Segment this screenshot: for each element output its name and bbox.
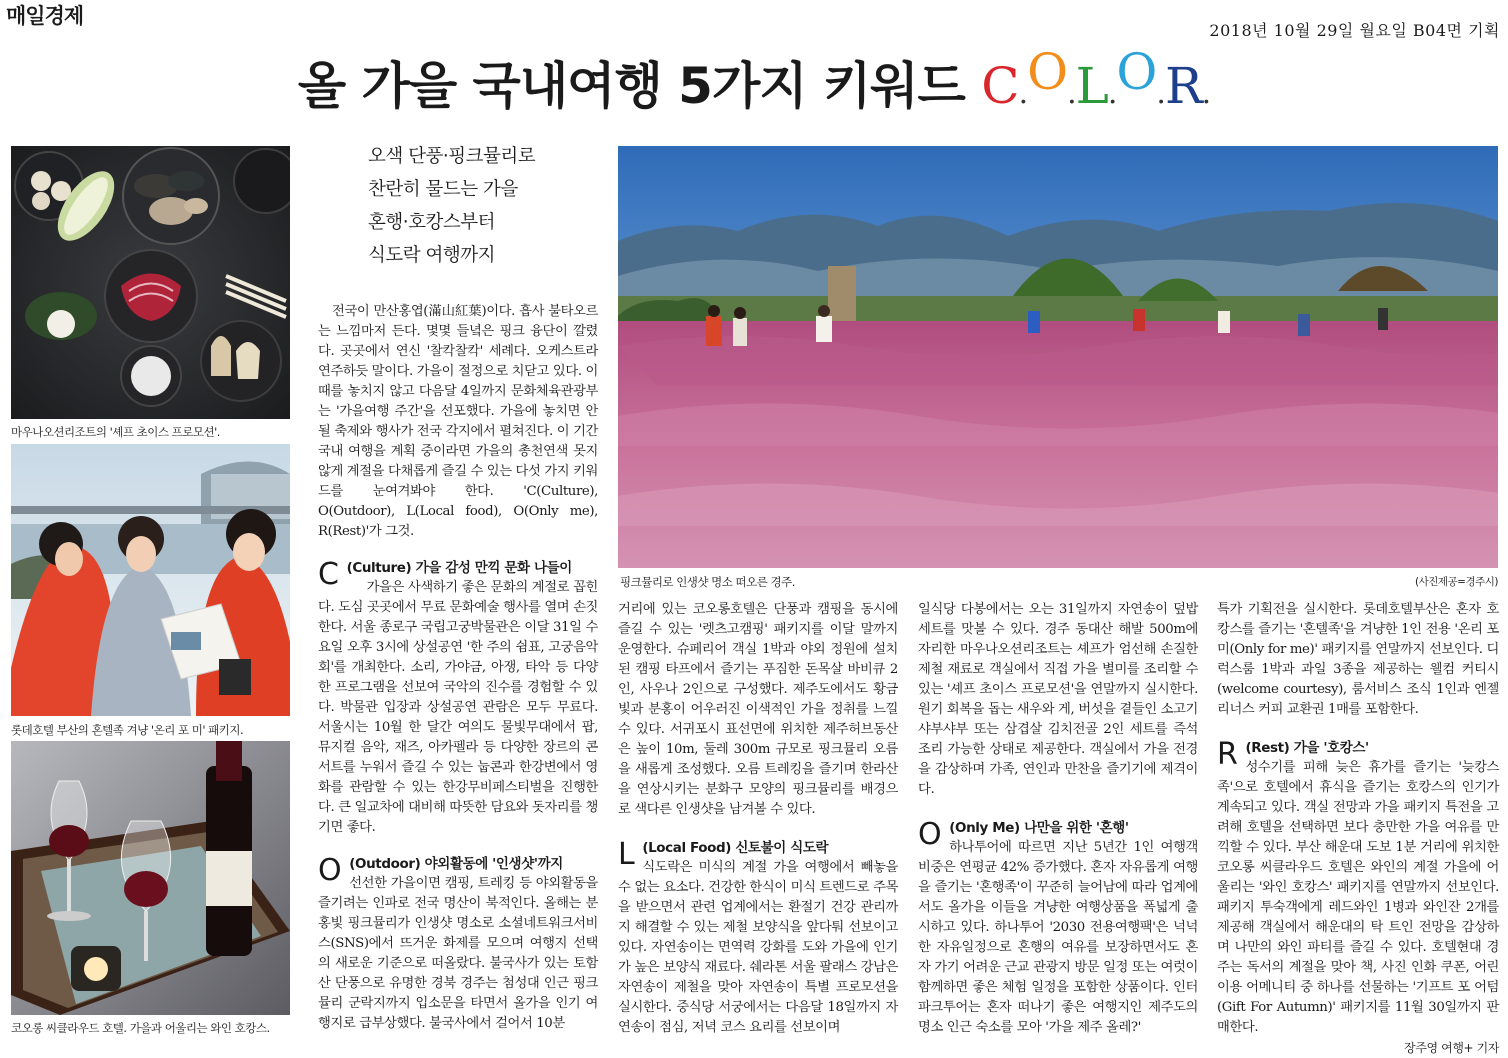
headline-letter-l: L [1075, 57, 1108, 115]
article-column-4 [1217, 600, 1499, 1055]
wine-photo [11, 741, 290, 1015]
section-outdoor-body: 선선한 가을이면 캠핑, 트레킹 등 야외활동을 즐기려는 인파로 전국 명산이 북적인다. 올해는 분홍빛 핑크뮬리가 인생샷 명소로 소셜네트워크서비스(SNS)에서 뜨거운 화제를 모으며 여행지 선택의 새로운 기준으로 떠올랐다. 불국사가 있는 토함산 단풍으로 유명한 경북 경주는 첨성대 인근 핑크뮬리 군락지까지 입소문을 타면서 올가을 인기 여행지로 급부상했다. 불국사에서 걸어서 10분 [318, 876, 598, 1031]
main-photo-credit: (사진제공=경주시) [1415, 576, 1498, 588]
headline-letter-o: O [1027, 43, 1068, 101]
section-letter-r: R [1217, 737, 1238, 772]
newspaper-masthead: 매일경제 [6, 4, 84, 28]
headline-main: 올 가을 국내여행 5가지 키워드 [297, 57, 965, 115]
section-only-me [918, 818, 1198, 1038]
article-intro: 전국이 만산홍엽(滿山紅葉)이다. 흡사 불타오르는 느낌마저 든다. 몇몇 들녘은 핑크 융단이 깔렸다. 곳곳에서 연신 '찰칵찰칵' 세례다. 오케스트라 연주하듯 말이다. 가을이 절정으로 치닫고 있다. 이때를 놓치지 않고 다음달 4일까지 문화체육관광부는 '가을여행 주간'을 선포했다. 가을에 놓치면 안 될 축제와 행사가 전국 각지에서 펼쳐진다. 이 기간 국내 여행을 계획 중이라면 가을의 총천연색 못지않게 계절을 다채롭게 즐길 수 있는 다섯 가지 키워드를 눈여겨봐야 한다. 'C(Culture), O(Outdoor), L(Local food), O(Only me), R(Rest)'가 그것. [318, 304, 598, 539]
hotel-guests-photo [11, 444, 290, 716]
section-culture-heading: (Culture) 가을 감성 만끽 문화 나들이 [346, 560, 572, 576]
main-photo-caption: 핑크뮬리로 인생샷 명소 떠오른 경주. [620, 575, 795, 589]
section-letter-l: L [618, 837, 635, 872]
section-rest-heading: (Rest) 가을 '호캉스' [1245, 740, 1369, 756]
subhead-line: 혼행·호캉스부터 [368, 212, 495, 233]
section-letter-o2: O [918, 817, 942, 852]
headline-letter-o2: O [1116, 43, 1157, 101]
section-outdoor-heading: (Outdoor) 야외활동에 '인생샷'까지 [349, 856, 563, 872]
section-outdoor [318, 854, 598, 1034]
subhead-line: 식도락 여행까지 [368, 245, 495, 266]
food-photo [11, 146, 290, 419]
article-column-2 [618, 600, 898, 1040]
article-column-3 [918, 600, 1198, 1040]
subhead-line: 오색 단풍·핑크뮬리로 [368, 146, 536, 167]
food-photo-caption: 마우나오션리조트의 '셰프 초이스 프로모션'. [11, 425, 220, 439]
section-only-me-heading: (Only Me) 나만을 위한 '혼행' [949, 820, 1129, 836]
dateline: 2018년 10월 29일 월요일 B04면 기획 [1209, 21, 1500, 40]
article-column-4-text: 특가 기획전을 실시한다. 롯데호텔부산은 혼자 호캉스를 즐기는 '혼텔족'을 겨냥한 1인 전용 '온리 포 미(Only for me)' 패키지를 연말까지 선보인다. 디럭스룸 1박과 과일 3종을 제공하는 웰컴 커티시(welcome courtesy), 룸서비스 조식 1인과 엔젤리너스 커피 교환권 1매를 포함한다. [1217, 602, 1499, 717]
section-culture [318, 558, 598, 838]
section-local-food-heading: (Local Food) 신토불이 식도락 [642, 840, 829, 856]
hotel-guests-photo-caption: 롯데호텔 부산의 혼텔족 겨냥 '온리 포 미' 패키지. [11, 723, 244, 737]
article-column-3-text: 일식당 다봉에서는 오는 31일까지 자연송이 덮밥 세트를 맛볼 수 있다. 경주 동대산 해발 500m에 자리한 마우나오션리조트는 셰프가 엄선해 손질한 제철 재료로 객실에서 직접 가을 별미를 조리할 수 있는 '셰프 초이스 프로모션'을 연말까지 실시한다. 원기 회복을 돕는 새우와 게, 버섯을 곁들인 소고기 샤부샤부 또는 삼겹살 김치전골 2인 세트를 즉석 조리 가능한 상태로 제공한다. 객실에서 가을 전경을 감상하며 가족, 연인과 만찬을 즐기기에 제격이다. [918, 602, 1198, 797]
headline-color-keyword: C.O.L.O.R. [981, 43, 1211, 115]
section-letter-o: O [318, 853, 342, 888]
byline: 장주영 여행+ 기자 [1404, 1041, 1499, 1055]
article-column-1 [318, 302, 598, 1042]
section-rest [1217, 738, 1499, 1038]
article-column-2-text: 거리에 있는 코오롱호텔은 단풍과 캠핑을 동시에 즐길 수 있는 '렛츠고캠핑' 패키지를 이달 말까지 운영한다. 슈페리어 객실 1박과 야외 정원에 설치된 캠핑 타프에서 즐기는 푸짐한 돈목살 바비큐 2인, 사우나 2인으로 구성했다. 제주도에서도 황금빛과 분홍이 어우러진 이색적인 가을 정취를 느낄 수 있다. 서귀포시 표선면에 위치한 제주허브동산은 높이 10m, 둘레 300m 규모로 핑크뮬리 오름을 새롭게 조성했다. 오름 트레킹을 즐기며 한라산을 연상시키는 분화구 모양의 핑크뮬리를 배경으로 색다른 인생샷을 남겨볼 수 있다. [618, 602, 898, 817]
section-rest-body: 성수기를 피해 늦은 휴가를 즐기는 '늦캉스족'으로 호텔에서 휴식을 즐기는 호캉스의 인기가 계속되고 있다. 객실 전망과 가을 패키지 특전을 고려해 호텔을 선택하면 보다 충만한 가을 여유를 만끽할 수 있다. 부산 해운대 도보 1분 거리에 위치한 코오롱 씨클라우드 호텔은 와인의 계절 가을에 어울리는 '와인 호캉스' 패키지를 연말까지 선보인다. 패키지 투숙객에게 레드와인 1병과 와인잔 2개를 제공해 객실에서 해운대의 탁 트인 전망을 감상하며 나만의 와인 파티를 즐길 수 있다. 호텔현대 경주는 독서의 계절을 맞아 책, 사진 인화 쿠폰, 어린이용 어메니티 중 하나를 선물하는 '기프트 포 어텀(Gift For Autumn)' 패키지를 11월 30일까지 판매한다. [1217, 760, 1499, 1035]
main-photo-pink-muhly [618, 146, 1498, 568]
subhead [368, 140, 608, 272]
section-only-me-body: 하나투어에 따르면 지난 5년간 1인 여행객 비중은 연평균 42% 증가했다. 혼자 자유롭게 여행을 즐기는 '혼행족'이 꾸준히 늘어남에 따라 업계에서도 올가을 이들을 겨냥한 여행상품을 폭넓게 출시하고 있다. 하나투어 '2030 전용여행팩'은 넉넉한 자유일정으로 혼행의 여유를 보장하면서도 혼자 가기 어려운 근교 관광지 방문 일정 또는 여럿이 함께하면 좋은 체험 일정을 포함한 상품이다. 인터파크투어는 혼자 떠나기 좋은 여행지인 제주도의 명소 인근 숙소를 모아 '가을 제주 올레?' [918, 840, 1198, 1035]
page-headline [0, 43, 1508, 118]
section-culture-body: 가을은 사색하기 좋은 문화의 계절로 꼽힌다. 도심 곳곳에서 무료 문화예술 행사를 열며 손짓한다. 서울 종로구 국립고궁박물관은 이달 31일 수요일 오후 3시에 상설공연 '한 주의 쉼표, 고궁음악회'를 개최한다. 소리, 가야금, 아쟁, 타악 등 다양한 프로그램을 선보여 국악의 진수를 경험할 수 있다. 박물관 입장과 상설공연 관람은 모두 무료다. 서울시는 10월 한 달간 여의도 물빛무대에서 팝, 뮤지컬 음악, 재즈, 아카펠라 등 다양한 장르의 콘서트를 누워서 즐길 수 있는 눕콘과 한강변에서 영화를 관람할 수 있는 한강무비페스티벌을 진행한다. 큰 일교차에 대비해 따뜻한 담요와 돗자리를 챙기면 좋다. [318, 580, 598, 835]
section-local-food-body: 식도락은 미식의 계절 가을 여행에서 빼놓을 수 없는 요소다. 건강한 한식이 미식 트렌드로 주목을 받으면서 관련 업계에서는 환절기 건강 관리까지 해결할 수 있는 제철 보양식을 앞다퉈 선보이고 있다. 자연송이는 면역력 강화를 도와 가을에 인기가 높은 보양식 재료다. 쉐라톤 서울 팔래스 강남은 자연송이 제철을 맞아 자연송이 특별 프로모션을 실시한다. 중식당 서궁에서는 다음달 18일까지 자연송이 점심, 저녁 코스 요리를 선보이며 [618, 860, 898, 1035]
section-letter-c: C [318, 557, 339, 592]
wine-photo-caption: 코오롱 씨클라우드 호텔. 가을과 어울리는 와인 호캉스. [11, 1021, 270, 1035]
subhead-line: 찬란히 물드는 가을 [368, 179, 518, 200]
headline-letter-r: R [1164, 57, 1202, 115]
section-local-food [618, 838, 898, 1038]
headline-letter-c: C [981, 57, 1019, 115]
